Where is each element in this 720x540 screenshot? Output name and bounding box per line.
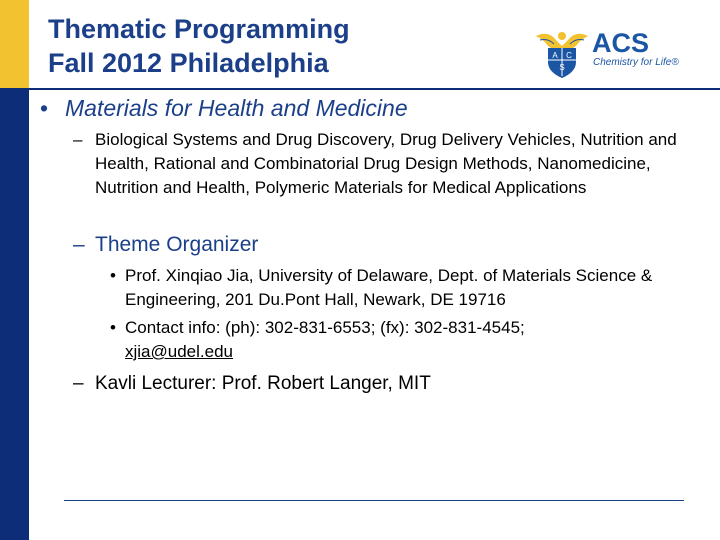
logo-tagline: Chemistry for Life® — [593, 57, 679, 68]
bullet-marker: • — [110, 266, 116, 285]
title-line-1: Thematic Programming — [48, 14, 350, 44]
bullet-marker: • — [40, 95, 49, 121]
contact-info-text: Contact info: (ph): 302-831-6553; (fx): 302-831-4545; — [125, 318, 525, 337]
email-link[interactable]: xjia@udel.edu — [125, 342, 233, 361]
contact-info-block — [125, 316, 685, 364]
shield-letter-c: C — [566, 51, 572, 60]
footer-divider — [64, 500, 684, 501]
dash-marker: – — [73, 130, 83, 149]
dash-marker: – — [73, 233, 85, 256]
main-bullet-text: Materials for Health and Medicine — [65, 95, 408, 121]
title-line-2: Fall 2012 Philadelphia — [48, 48, 329, 78]
logo-wordmark: ACS — [592, 28, 650, 58]
topics-text: Biological Systems and Drug Discovery, Drug Delivery Vehicles, Nutrition and Health, Rational and Combinatorial Drug Design Methods, Nanomedicine, Nutrition and Health, Polymeric Materials for Medical Applications — [95, 130, 677, 197]
shield-letter-s: S — [559, 63, 565, 72]
organizer-detail-text: Prof. Xinqiao Jia, University of Delaware, Dept. of Materials Science & Engineering, 201 Du.Pont Hall, Newark, DE 19716 — [125, 266, 653, 309]
bullet-marker: • — [110, 318, 116, 337]
organizer-heading-text: Theme Organizer — [95, 233, 259, 256]
kavli-text: Kavli Lecturer: Prof. Robert Langer, MIT — [95, 373, 431, 394]
shield-letter-a: A — [552, 51, 558, 60]
dash-marker: – — [73, 373, 84, 394]
